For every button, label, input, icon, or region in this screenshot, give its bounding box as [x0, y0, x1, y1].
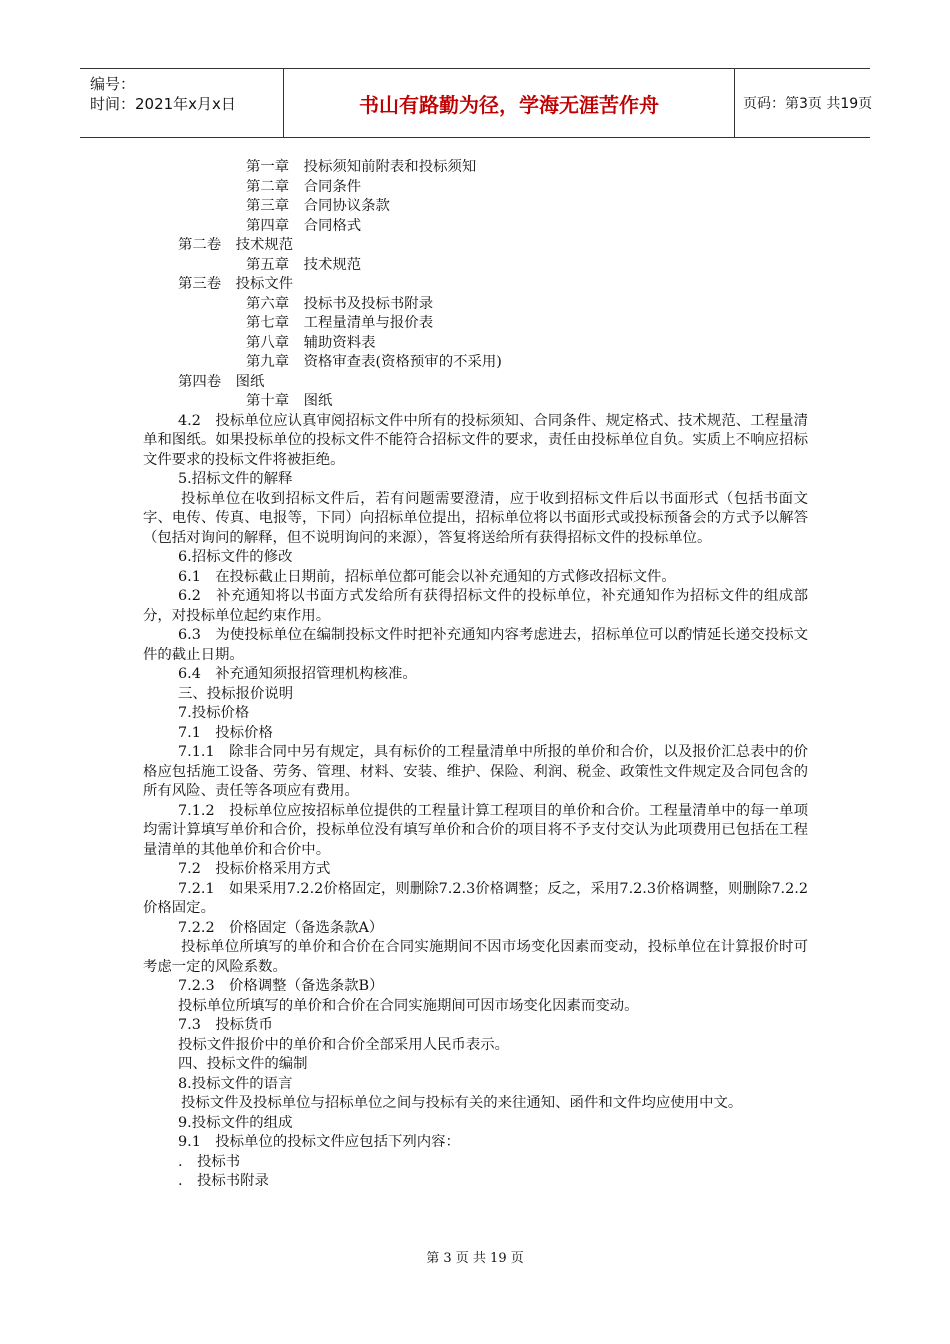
toc-volume: 第三卷 投标文件	[178, 276, 294, 292]
toc-item: 第十章 图纸	[246, 393, 333, 409]
heading-7-3: 7.3 投标货币	[178, 1017, 273, 1033]
list-item: . 投标书	[178, 1153, 241, 1170]
paragraph-9-1: 9.1 投标单位的投标文件应包括下列内容：	[178, 1134, 460, 1150]
paragraph-6-2: 6.2 补充通知将以书面方式发给所有获得招标文件的投标单位，补充通知作为招标文件的组成部分，对投标单位起约束作用。	[143, 588, 808, 624]
heading-5: 5.招标文件的解释	[178, 471, 293, 487]
heading-7: 7.投标价格	[178, 705, 250, 721]
document-body	[143, 158, 823, 1192]
heading-7-2: 7.2 投标价格采用方式	[178, 861, 331, 877]
header-meta-cell	[80, 69, 284, 137]
motto: 书山有路勤为径，学海无涯苦作舟	[359, 93, 659, 117]
toc-item: 第四章 合同格式	[246, 217, 362, 234]
toc-item: 第九章 资格审查表(资格预审的不采用)	[246, 354, 502, 370]
section-heading-4: 四、投标文件的编制	[178, 1056, 308, 1072]
paragraph-7-2-2: 投标单位所填写的单价和合价在合同实施期间不因市场变化因素而变动，投标单位在计算报价时可考虑一定的风险系数。	[143, 939, 808, 975]
heading-9: 9.投标文件的组成	[178, 1114, 293, 1131]
paragraph-7-1-2: 7.1.2 投标单位应按招标单位提供的工程量计算工程项目的单价和合价。工程量清单中的每一单项均需计算填写单价和合价，投标单位没有填写单价和合价的项目将不予支付交认为此项费用已包括在工程量清单的其他单价和合价中。	[143, 802, 808, 858]
toc-volume: 第二卷 技术规范	[178, 237, 294, 253]
page-header	[80, 68, 873, 138]
date-label: 时间：2021年x月x日	[90, 95, 236, 113]
paragraph-7-3: 投标文件报价中的单价和合价全部采用人民币表示。	[178, 1036, 509, 1053]
toc-item: 第五章 技术规范	[246, 256, 362, 273]
toc-item: 第二章 合同条件	[246, 178, 362, 195]
page-footer: 第 3 页 共 19 页	[426, 1251, 524, 1266]
paragraph-6-3: 6.3 为使投标单位在编制投标文件时把补充通知内容考虑进去，招标单位可以酌情延长递交投标文件的截止日期。	[143, 627, 808, 663]
paragraph-6-4: 6.4 补充通知须报招管理机构核准。	[178, 666, 417, 682]
heading-7-1: 7.1 投标价格	[178, 724, 273, 741]
header-motto-cell	[284, 69, 735, 137]
paragraph-4-2: 4.2 投标单位应认真审阅招标文件中所有的投标须知、合同条件、规定格式、技术规范、工程量清单和图纸。如果投标单位的投标文件不能符合招标文件的要求，责任由投标单位自负。实质上不响应招标文件要求的投标文件将被拒绝。	[143, 412, 808, 468]
header-page-cell	[735, 69, 873, 137]
paragraph-6-1: 6.1 在投标截止日期前，招标单位都可能会以补充通知的方式修改招标文件。	[178, 568, 676, 585]
paragraph-7-2-3: 投标单位所填写的单价和合价在合同实施期间可因市场变化因素而变动。	[178, 997, 639, 1014]
heading-8: 8.投标文件的语言	[178, 1075, 293, 1092]
toc-item: 第七章 工程量清单与报价表	[246, 315, 434, 331]
paragraph-7-1-1: 7.1.1 除非合同中另有规定，具有标价的工程量清单中所报的单价和合价，以及报价汇总表中的价格应包括施工设备、劳务、管理、材料、安装、维护、保险、利润、税金、政策性文件规定及合同包含的所有风险、责任等各项应有费用。	[143, 744, 808, 799]
toc-volume: 第四卷 图纸	[178, 373, 265, 390]
paragraph-5: 投标单位在收到招标文件后，若有问题需要澄清，应于收到招标文件后以书面形式（包括书面文字、电传、传真、电报等，下同）向招标单位提出，招标单位将以书面形式或投标预备会的方式予以解答（包括对询问的解释，但不说明询问的来源），答复将送给所有获得招标文件的投标单位。	[143, 490, 808, 546]
list-item: . 投标书附录	[178, 1173, 269, 1189]
paragraph-8: 投标文件及投标单位与招标单位之间与投标有关的来往通知、函件和文件均应使用中文。	[181, 1095, 743, 1111]
toc-item: 第三章 合同协议条款	[246, 198, 390, 214]
serial-label: 编号：	[90, 75, 136, 93]
heading-7-2-3: 7.2.3 价格调整（备选条款B）	[178, 978, 384, 994]
header-page-info: 页码：第3页 共19页	[743, 96, 873, 112]
section-heading-3: 三、投标报价说明	[178, 685, 294, 702]
toc-item: 第六章 投标书及投标书附录	[246, 295, 434, 312]
toc-item: 第一章 投标须知前附表和投标须知	[246, 159, 477, 175]
toc-item: 第八章 辅助资料表	[246, 334, 376, 351]
paragraph-7-2-1: 7.2.1 如果采用7.2.2价格固定，则删除7.2.3价格调整；反之，采用7.2.3价格调整，则删除7.2.2 价格固定。	[143, 880, 823, 916]
heading-6: 6.招标文件的修改	[178, 549, 293, 565]
heading-7-2-2: 7.2.2 价格固定（备选条款A）	[178, 919, 384, 936]
